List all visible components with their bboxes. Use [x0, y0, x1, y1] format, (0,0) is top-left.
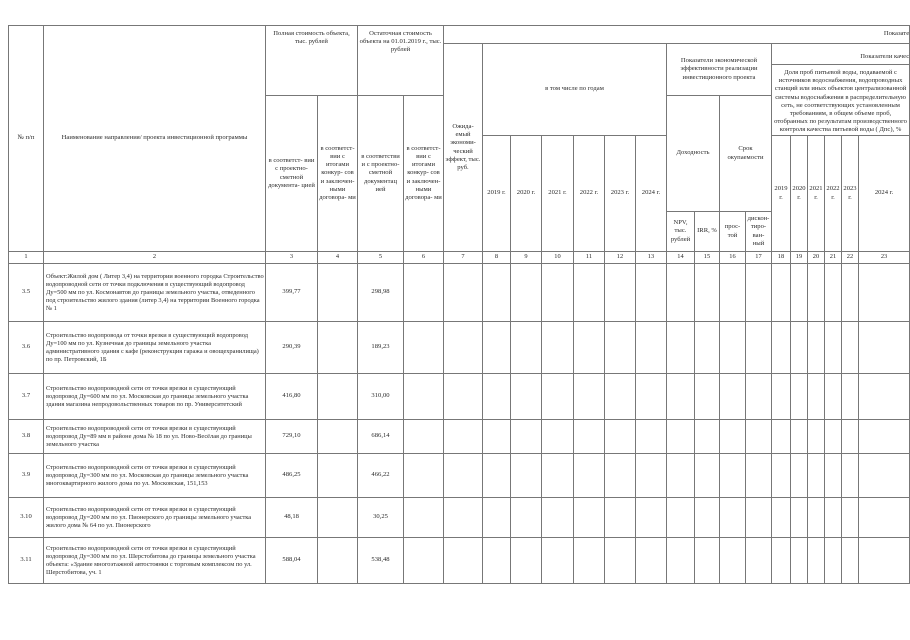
empty-cell	[791, 498, 808, 538]
column-number: 4	[318, 252, 358, 264]
empty-cell	[404, 538, 444, 584]
empty-cell	[318, 374, 358, 420]
column-number: 18	[772, 252, 791, 264]
empty-cell	[318, 420, 358, 454]
empty-cell	[636, 322, 667, 374]
full-cost-value: 486,25	[266, 454, 318, 498]
empty-cell	[825, 538, 842, 584]
empty-cell	[605, 420, 636, 454]
empty-cell	[404, 264, 444, 322]
header-q-year-2024: 2024 г.	[859, 136, 910, 252]
empty-cell	[404, 454, 444, 498]
project-name: Строительство водопровода от точки врезки в существующий водопровод Ду=100 мм по ул. Кузнечная до границы земельного участка административного здания с кафе (реконструкция гаража и овощехранилища) по пр. Петровский, 1Б	[44, 322, 266, 374]
empty-cell	[667, 498, 695, 538]
table-row	[9, 374, 910, 420]
column-number: 1	[9, 252, 44, 264]
empty-cell	[444, 420, 483, 454]
empty-cell	[605, 264, 636, 322]
column-number: 14	[667, 252, 695, 264]
full-cost-value: 729,10	[266, 420, 318, 454]
empty-cell	[667, 322, 695, 374]
header-residual-cost: Остаточная стоимость объекта на 01.01.2019 г., тыс. рублей	[358, 26, 444, 96]
empty-cell	[859, 374, 910, 420]
empty-cell	[720, 538, 746, 584]
empty-cell	[636, 498, 667, 538]
empty-cell	[636, 374, 667, 420]
empty-cell	[720, 498, 746, 538]
empty-cell	[483, 322, 511, 374]
column-numbers-row	[9, 252, 910, 264]
empty-cell	[746, 374, 772, 420]
header-year-2021: 2021 г.	[542, 136, 574, 252]
column-number: 22	[842, 252, 859, 264]
empty-cell	[605, 538, 636, 584]
residual-cost-value: 466,22	[358, 454, 404, 498]
empty-cell	[808, 454, 825, 498]
empty-cell	[825, 454, 842, 498]
empty-cell	[859, 322, 910, 374]
empty-cell	[695, 538, 720, 584]
empty-cell	[404, 374, 444, 420]
empty-cell	[825, 322, 842, 374]
project-name: Объект:Жилой дом ( Литер 3,4) на территории военного городка Строительство водопроводной сети от точки подключения в существующий водопровод Ду=500 мм по ул. Космонавтов до границы земельного участка, отведенного под строительство жилого здания (литер 3,4) на территории Военного городка № 1	[44, 264, 266, 322]
empty-cell	[318, 454, 358, 498]
row-number: 3.5	[9, 264, 44, 322]
empty-cell	[511, 322, 542, 374]
column-number: 11	[574, 252, 605, 264]
empty-cell	[772, 420, 791, 454]
column-number: 12	[605, 252, 636, 264]
header-q-year-2023: 2023 г.	[842, 136, 859, 252]
empty-cell	[574, 454, 605, 498]
column-number: 16	[720, 252, 746, 264]
header-per-contracts: в соответст- вии с итогами конкур- сов и заключен- ными договора- ми	[318, 96, 358, 252]
empty-cell	[842, 374, 859, 420]
header-payback: Срок окупаемости	[720, 96, 772, 212]
empty-cell	[483, 420, 511, 454]
empty-cell	[791, 454, 808, 498]
empty-cell	[791, 264, 808, 322]
empty-cell	[318, 322, 358, 374]
empty-cell	[605, 454, 636, 498]
header-expected-effect: Ожида- емый экономи- ческий эффект, тыс. руб.	[444, 44, 483, 252]
project-name: Строительство водопроводной сети от точки врезки в существующий водопровод Ду=89 мм в районе дома № 18 по ул. Ново-Весёлая до границы земельного участка	[44, 420, 266, 454]
table-row	[9, 322, 910, 374]
full-cost-value: 399,77	[266, 264, 318, 322]
empty-cell	[318, 538, 358, 584]
empty-cell	[791, 374, 808, 420]
residual-cost-value: 30,25	[358, 498, 404, 538]
full-cost-value: 588,04	[266, 538, 318, 584]
empty-cell	[825, 374, 842, 420]
empty-cell	[825, 498, 842, 538]
empty-cell	[511, 454, 542, 498]
empty-cell	[808, 420, 825, 454]
column-number: 15	[695, 252, 720, 264]
header-q-year-2022: 2022 г.	[825, 136, 842, 252]
empty-cell	[859, 538, 910, 584]
empty-cell	[444, 264, 483, 322]
empty-cell	[825, 420, 842, 454]
header-q-year-2020: 2020 г.	[791, 136, 808, 252]
column-number: 13	[636, 252, 667, 264]
row-number: 3.11	[9, 538, 44, 584]
empty-cell	[542, 454, 574, 498]
empty-cell	[667, 264, 695, 322]
table-row	[9, 498, 910, 538]
header-profitability: Доходность	[667, 96, 720, 212]
row-number: 3.7	[9, 374, 44, 420]
column-number: 19	[791, 252, 808, 264]
empty-cell	[574, 374, 605, 420]
column-number: 17	[746, 252, 772, 264]
header-water-share: Доля проб питьевой воды, подаваемой с источников водоснабжения, водопроводных станций или иных объектов централизованной системы водоснабжения в распределительную сеть, не соответствующих установленным требованиям, в общем объеме проб, отобранных по результатам производственного контроля качества питьевой воды ( Дпс), %	[774, 69, 907, 134]
empty-cell	[746, 264, 772, 322]
residual-cost-value: 298,98	[358, 264, 404, 322]
row-number: 3.8	[9, 420, 44, 454]
full-cost-value: 416,80	[266, 374, 318, 420]
empty-cell	[842, 264, 859, 322]
header-year-2022: 2022 г.	[574, 136, 605, 252]
header-year-2024: 2024 г.	[636, 136, 667, 252]
empty-cell	[636, 454, 667, 498]
header-year-2023: 2023 г.	[605, 136, 636, 252]
column-number: 2	[44, 252, 266, 264]
empty-cell	[825, 264, 842, 322]
empty-cell	[720, 420, 746, 454]
empty-cell	[859, 498, 910, 538]
header-full-cost: Полная стоимость объекта, тыс. рублей	[266, 26, 358, 96]
empty-cell	[842, 538, 859, 584]
header-quality-top: Показатели качес	[772, 50, 909, 65]
empty-cell	[483, 374, 511, 420]
table-row	[9, 454, 910, 498]
empty-cell	[842, 322, 859, 374]
empty-cell	[574, 322, 605, 374]
empty-cell	[444, 322, 483, 374]
table-row	[9, 264, 910, 322]
empty-cell	[720, 322, 746, 374]
empty-cell	[511, 264, 542, 322]
empty-cell	[746, 498, 772, 538]
empty-cell	[808, 498, 825, 538]
empty-cell	[842, 420, 859, 454]
empty-cell	[444, 454, 483, 498]
empty-cell	[574, 498, 605, 538]
column-number: 5	[358, 252, 404, 264]
header-per-estimate-residual: в соответстви и с проектно- сметной документац ией	[358, 96, 404, 252]
header-indicators: Показате	[444, 26, 910, 44]
empty-cell	[636, 538, 667, 584]
residual-cost-value: 189,23	[358, 322, 404, 374]
empty-cell	[859, 264, 910, 322]
empty-cell	[791, 420, 808, 454]
empty-cell	[542, 420, 574, 454]
empty-cell	[483, 498, 511, 538]
empty-cell	[667, 374, 695, 420]
empty-cell	[808, 322, 825, 374]
empty-cell	[483, 264, 511, 322]
empty-cell	[772, 454, 791, 498]
empty-cell	[444, 538, 483, 584]
empty-cell	[574, 264, 605, 322]
empty-cell	[404, 322, 444, 374]
empty-cell	[483, 454, 511, 498]
empty-cell	[511, 420, 542, 454]
column-number: 9	[511, 252, 542, 264]
empty-cell	[542, 322, 574, 374]
empty-cell	[791, 538, 808, 584]
empty-cell	[808, 264, 825, 322]
empty-cell	[605, 374, 636, 420]
column-number: 20	[808, 252, 825, 264]
empty-cell	[746, 420, 772, 454]
header-name: Наименование направления/ проекта инвестиционной программы	[44, 26, 266, 252]
empty-cell	[318, 264, 358, 322]
empty-cell	[404, 498, 444, 538]
full-cost-value: 290,39	[266, 322, 318, 374]
table-row	[9, 420, 910, 454]
empty-cell	[444, 498, 483, 538]
empty-cell	[695, 454, 720, 498]
project-name: Строительство водопроводной сети от точки врезки в существующий водопровод Ду=600 мм по ул. Московская до границы земельного участка здания магазина непродовольственных товаров по пр. Университетский	[44, 374, 266, 420]
header-econ-efficiency: Показатели экономической эффективности реализации инвестиционного проекта	[667, 44, 772, 96]
empty-cell	[842, 454, 859, 498]
empty-cell	[772, 374, 791, 420]
column-number: 10	[542, 252, 574, 264]
project-name: Строительство водопроводной сети от точки врезки в существующий водопровод Ду=300 мм по ул. Московская до границы земельного участка многоквартирного жилого дома по ул. Московская, 151,153	[44, 454, 266, 498]
empty-cell	[772, 322, 791, 374]
row-number: 3.6	[9, 322, 44, 374]
residual-cost-value: 538,48	[358, 538, 404, 584]
empty-cell	[746, 538, 772, 584]
residual-cost-value: 310,00	[358, 374, 404, 420]
empty-cell	[511, 538, 542, 584]
header-year-2020: 2020 г.	[511, 136, 542, 252]
empty-cell	[404, 420, 444, 454]
empty-cell	[636, 420, 667, 454]
header-per-estimate: в соответст- вии с проектно- сметной документа- цией	[266, 96, 318, 252]
empty-cell	[695, 498, 720, 538]
empty-cell	[720, 264, 746, 322]
empty-cell	[695, 264, 720, 322]
header-no: № п/п	[9, 26, 44, 252]
header-npv: NPV, тыс. рублей	[667, 212, 695, 252]
project-name: Строительство водопроводной сети от точки врезки в существующий водопровод Ду=300 мм по ул. Шерстобитова до границы земельного участка объекта: «Здание многоэтажной автостоянки с торговым комплексом по ул. Шерстобитова, уч. 1	[44, 538, 266, 584]
empty-cell	[695, 374, 720, 420]
header-q-year-2019: 2019 г.	[772, 136, 791, 252]
table-row	[9, 538, 910, 584]
empty-cell	[605, 322, 636, 374]
empty-cell	[542, 264, 574, 322]
empty-cell	[791, 322, 808, 374]
project-name: Строительство водопроводной сети от точки врезки в существующий водопровод Ду=200 мм по ул. Пионерского до границы земельного участка жилого дома № 64 по ул. Пионерского	[44, 498, 266, 538]
empty-cell	[746, 454, 772, 498]
empty-cell	[842, 498, 859, 538]
empty-cell	[574, 538, 605, 584]
header-simple: прос- той	[720, 212, 746, 252]
empty-cell	[720, 374, 746, 420]
column-number: 6	[404, 252, 444, 264]
header-year-2019: 2019 г.	[483, 136, 511, 252]
column-number: 21	[825, 252, 842, 264]
header-discounted: дискон- тиро- ван- ный	[746, 212, 772, 252]
empty-cell	[636, 264, 667, 322]
empty-cell	[542, 498, 574, 538]
column-number: 7	[444, 252, 483, 264]
empty-cell	[605, 498, 636, 538]
header-q-year-2021: 2021 г.	[808, 136, 825, 252]
empty-cell	[511, 498, 542, 538]
empty-cell	[859, 420, 910, 454]
residual-cost-value: 686,14	[358, 420, 404, 454]
document-table	[8, 25, 908, 584]
empty-cell	[772, 538, 791, 584]
empty-cell	[746, 322, 772, 374]
empty-cell	[667, 420, 695, 454]
empty-cell	[859, 454, 910, 498]
empty-cell	[542, 538, 574, 584]
column-number: 3	[266, 252, 318, 264]
empty-cell	[483, 538, 511, 584]
empty-cell	[542, 374, 574, 420]
empty-cell	[808, 538, 825, 584]
empty-cell	[667, 538, 695, 584]
empty-cell	[511, 374, 542, 420]
empty-cell	[574, 420, 605, 454]
empty-cell	[695, 322, 720, 374]
header-quality	[772, 44, 910, 136]
column-number: 8	[483, 252, 511, 264]
full-cost-value: 48,18	[266, 498, 318, 538]
header-incl-years: в том числе по годам	[483, 44, 667, 136]
header-per-contracts-residual: в соответст- вии с итогами конкур- сов и заключен- ными договора- ми	[404, 96, 444, 252]
column-number: 23	[859, 252, 910, 264]
empty-cell	[808, 374, 825, 420]
empty-cell	[444, 374, 483, 420]
header-irr: IRR, %	[695, 212, 720, 252]
row-number: 3.9	[9, 454, 44, 498]
empty-cell	[318, 498, 358, 538]
empty-cell	[667, 454, 695, 498]
empty-cell	[772, 498, 791, 538]
row-number: 3.10	[9, 498, 44, 538]
empty-cell	[720, 454, 746, 498]
empty-cell	[695, 420, 720, 454]
empty-cell	[772, 264, 791, 322]
